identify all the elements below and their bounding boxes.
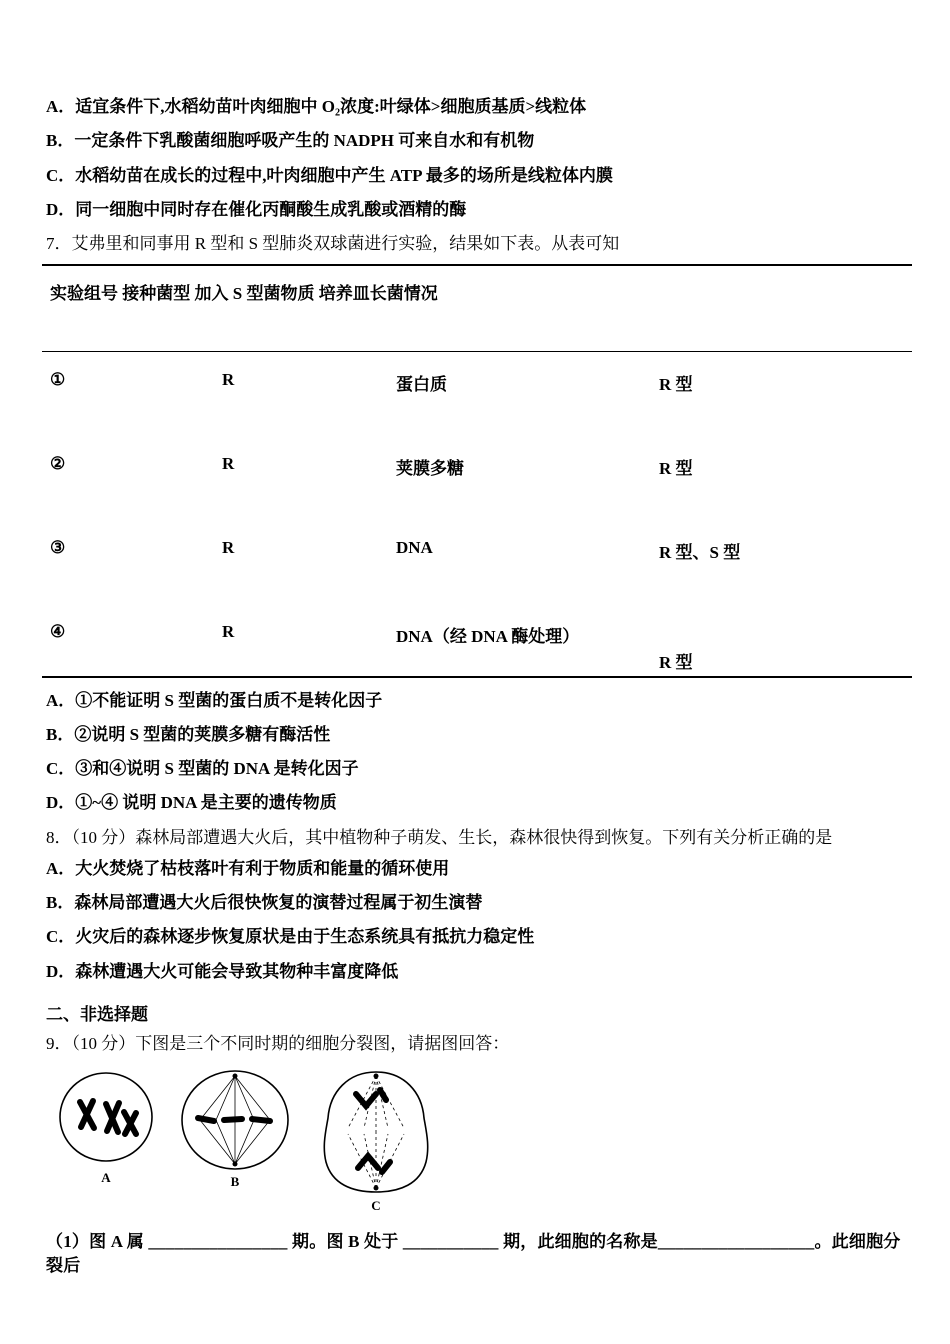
q8-option-a: A．大火焚烧了枯枝落叶有利于物质和能量的循环使用 <box>46 858 450 878</box>
figure-label-a: A <box>101 1170 111 1186</box>
q8-option-d: D．森林遭遇大火可能会导致其物种丰富度降低 <box>46 961 399 981</box>
q6-option-d: D．同一细胞中同时存在催化丙酮酸生成乳酸或酒精的酶 <box>46 199 467 219</box>
section-2-title: 二、非选择题 <box>46 1004 148 1024</box>
cell-group-no: ③ <box>50 537 66 557</box>
q8-stem: 8．（10 分）森林局部遭遇大火后，其中植物种子萌发、生长，森林很快得到恢复。下列有关分析正确的是 <box>46 827 833 847</box>
cell-strain: R <box>222 621 235 641</box>
cell-a-image <box>56 1068 156 1168</box>
cell-result: R 型 <box>659 652 693 672</box>
cell-substance: DNA <box>396 537 433 557</box>
cell-diagram-b <box>178 1068 292 1190</box>
q7-option-b: B．②说明 S 型菌的荚膜多糖有酶活性 <box>46 724 331 744</box>
cell-group-no: ① <box>50 369 66 389</box>
q9-stem: 9．（10 分）下图是三个不同时期的细胞分裂图，请据图回答： <box>46 1033 510 1053</box>
q9-sub1-blanks: （1）图 A 属 ________________ 期。图 B 处于 ___________ 期，此细胞的名称是__________________。此细胞分裂后 <box>46 1232 901 1275</box>
table-row <box>46 352 908 436</box>
cell-strain: R <box>222 537 235 557</box>
cell-diagram-c <box>314 1068 438 1214</box>
cell-diagram-a <box>56 1068 156 1186</box>
cell-strain: R <box>222 369 235 389</box>
cell-division-figures <box>56 1068 908 1214</box>
cell-result: R 型 <box>659 458 693 478</box>
q6-option-a: A．适宜条件下,水稻幼苗叶肉细胞中 O₂浓度:叶绿体>细胞质基质>线粒体 <box>46 97 587 116</box>
q6-option-c: C．水稻幼苗在成长的过程中,叶肉细胞中产生 ATP 最多的场所是线粒体内膜 <box>46 165 613 185</box>
cell-strain: R <box>222 453 235 473</box>
q7-results-table <box>46 264 908 677</box>
cell-result: R 型、S 型 <box>659 542 741 562</box>
table-header: 实验组号 接种菌型 加入 S 型菌物质 培养皿长菌情况 <box>50 284 438 304</box>
table-row <box>46 520 908 604</box>
cell-b-image <box>178 1068 292 1172</box>
q7-option-d: D．①~④ 说明 DNA 是主要的遗传物质 <box>46 793 337 813</box>
q8-option-b: B．森林局部遭遇大火后很快恢复的演替过程属于初生演替 <box>46 893 483 913</box>
figure-label-b: B <box>230 1174 240 1190</box>
table-row <box>46 604 908 676</box>
cell-result: R 型 <box>659 374 693 394</box>
table-row <box>46 436 908 520</box>
cell-group-no: ④ <box>50 621 66 641</box>
q7-stem: 7．艾弗里和同事用 R 型和 S 型肺炎双球菌进行实验，结果如下表。从表可知 <box>46 234 620 253</box>
cell-substance: DNA（经 DNA 酶处理） <box>396 626 580 646</box>
q7-option-c: C．③和④说明 S 型菌的 DNA 是转化因子 <box>46 759 359 779</box>
table-bottom-border <box>42 676 912 678</box>
q6-option-b: B．一定条件下乳酸菌细胞呼吸产生的 NADPH 可来自水和有机物 <box>46 131 535 151</box>
cell-substance: 荚膜多糖 <box>396 458 464 478</box>
q8-option-c: C．火灾后的森林逐步恢复原状是由于生态系统具有抵抗力稳定性 <box>46 927 535 947</box>
q7-option-a: A．①不能证明 S 型菌的蛋白质不是转化因子 <box>46 690 383 710</box>
cell-group-no: ② <box>50 453 66 473</box>
figure-label-c: C <box>371 1198 381 1214</box>
cell-substance: 蛋白质 <box>396 374 447 394</box>
cell-c-image <box>314 1068 438 1196</box>
